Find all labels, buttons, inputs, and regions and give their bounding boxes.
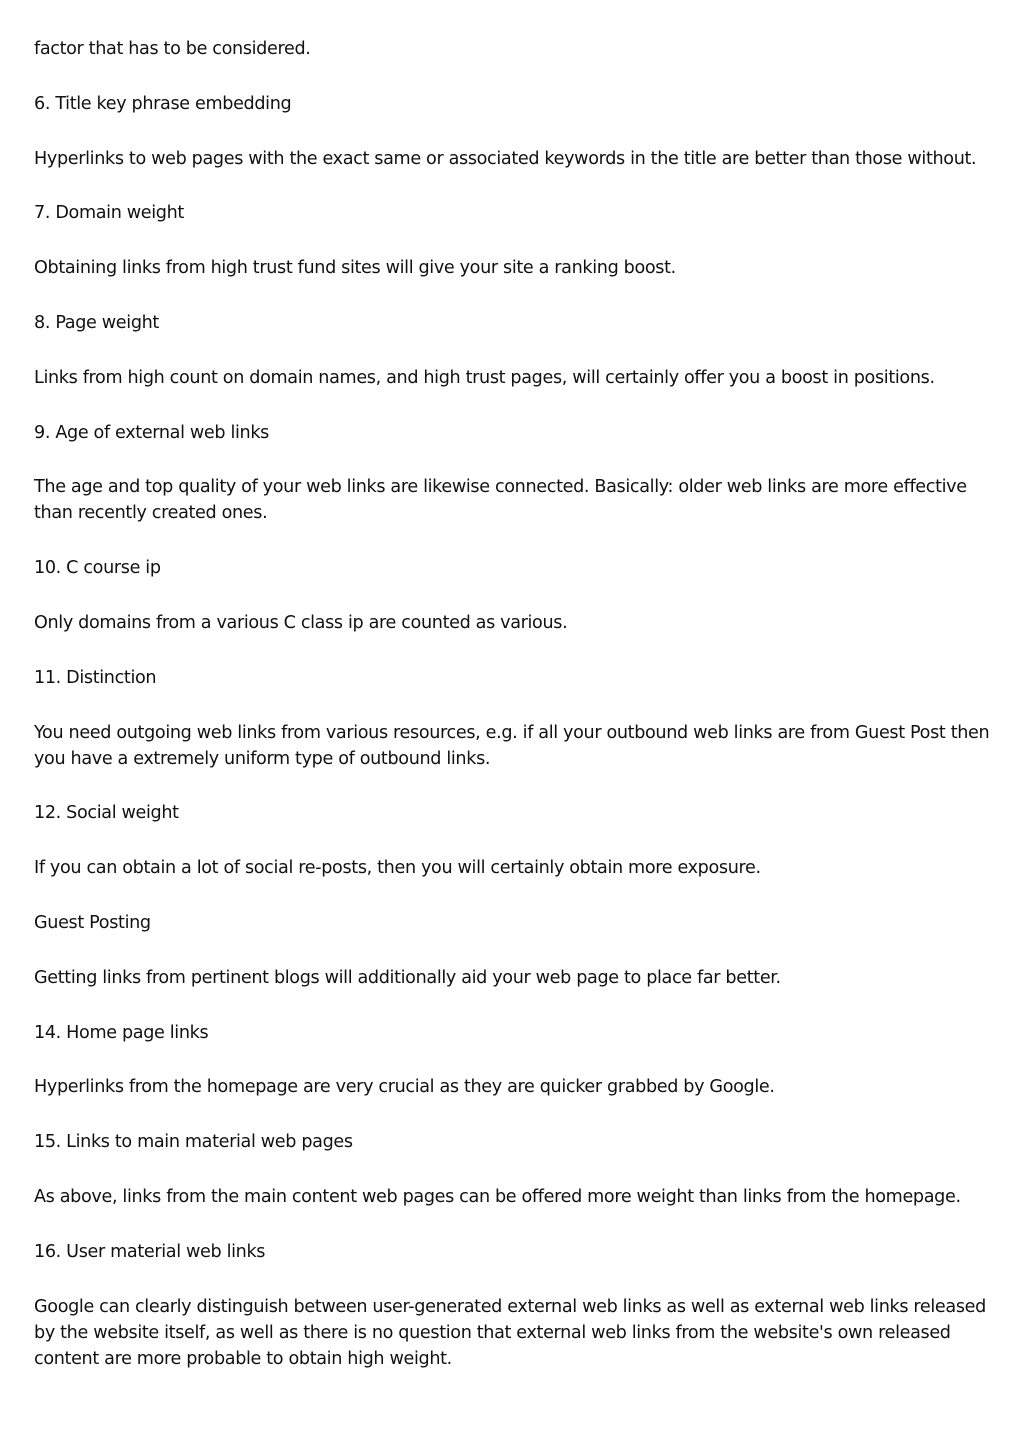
paragraph: You need outgoing web links from various resources, e.g. if all your outbound web links are from Guest Post then you have a extremely uniform type of outbound links. [34,722,990,769]
section-heading: 7. Domain weight [34,203,184,224]
paragraph: factor that has to be considered. [34,39,311,59]
document-body [34,36,992,1400]
paragraph: The age and top quality of your web links are likewise connected. Basically: older web links are more effective than recently created ones. [34,477,967,524]
paragraph: Links from high count on domain names, and high trust pages, will certainly offer you a boost in positions. [34,367,935,388]
section-heading: 10. C course ip [34,558,161,579]
paragraph: Obtaining links from high trust fund sites will give your site a ranking boost. [34,258,676,279]
section-heading: 12. Social weight [34,803,179,824]
section-heading: 15. Links to main material web pages [34,1132,353,1153]
section-heading: 6. Title key phrase embedding [34,93,292,114]
paragraph: Google can clearly distinguish between user-generated external web links as well as external web links released by the website itself, as well as there is no question that external web links from the website's own released content are more probable to obtain high weight. [34,1296,986,1369]
section-heading: 11. Distinction [34,667,157,688]
paragraph: If you can obtain a lot of social re-posts, then you will certainly obtain more exposure. [34,858,761,879]
paragraph: Getting links from pertinent blogs will additionally aid your web page to place far better. [34,967,781,988]
paragraph: Hyperlinks to web pages with the exact same or associated keywords in the title are better than those without. [34,148,977,169]
section-heading: 9. Age of external web links [34,422,269,443]
section-heading: Guest Posting [34,912,151,933]
paragraph: As above, links from the main content web pages can be offered more weight than links from the homepage. [34,1186,961,1207]
paragraph: Only domains from a various C class ip are counted as various. [34,612,568,633]
paragraph: Hyperlinks from the homepage are very crucial as they are quicker grabbed by Google. [34,1077,775,1098]
section-heading: 8. Page weight [34,312,159,333]
section-heading: 14. Home page links [34,1022,209,1043]
section-heading: 16. User material web links [34,1241,266,1262]
